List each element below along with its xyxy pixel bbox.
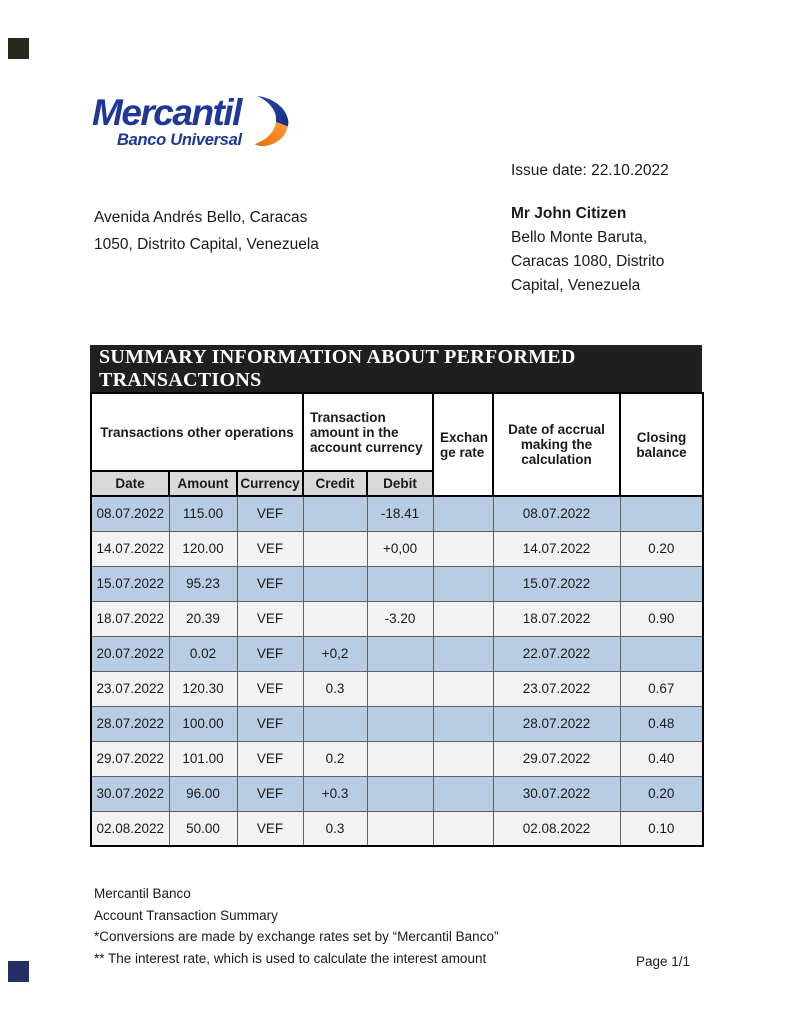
cell-currency: VEF xyxy=(237,811,303,846)
cell-currency: VEF xyxy=(237,496,303,531)
cell-closing: 0.20 xyxy=(620,776,703,811)
footer-note-interest: ** The interest rate, which is used to calculate the interest amount xyxy=(94,950,487,966)
cell-accrual: 14.07.2022 xyxy=(493,531,620,566)
cell-date: 30.07.2022 xyxy=(91,776,169,811)
cell-amount: 120.30 xyxy=(169,671,237,706)
footer-notes xyxy=(94,883,498,969)
recipient-name: Mr John Citizen xyxy=(511,205,627,222)
bank-address-line2: 1050, Distrito Capital, Venezuela xyxy=(94,236,319,253)
recipient-line2: Caracas 1080, Distrito xyxy=(511,253,665,270)
cell-exchange xyxy=(433,776,493,811)
recipient-address xyxy=(511,202,664,298)
cell-credit: 0.3 xyxy=(303,671,367,706)
cell-closing: 0.90 xyxy=(620,601,703,636)
cell-closing: 0.67 xyxy=(620,671,703,706)
cell-date: 23.07.2022 xyxy=(91,671,169,706)
cell-accrual: 02.08.2022 xyxy=(493,811,620,846)
cell-credit xyxy=(303,601,367,636)
cell-currency: VEF xyxy=(237,671,303,706)
cell-closing: 0.20 xyxy=(620,531,703,566)
issue-date: Issue date: 22.10.2022 xyxy=(511,162,669,179)
cell-debit xyxy=(367,811,433,846)
logo-subtitle: Banco Universal xyxy=(117,131,242,149)
cell-currency: VEF xyxy=(237,636,303,671)
cell-exchange xyxy=(433,636,493,671)
cell-currency: VEF xyxy=(237,531,303,566)
cell-currency: VEF xyxy=(237,776,303,811)
cell-amount: 115.00 xyxy=(169,496,237,531)
table-title: SUMMARY INFORMATION ABOUT PERFORMED TRANSACTIONS xyxy=(90,345,702,392)
table-row xyxy=(91,531,703,566)
cell-currency: VEF xyxy=(237,601,303,636)
corner-mark-top xyxy=(8,38,29,59)
bank-address-line1: Avenida Andrés Bello, Caracas xyxy=(94,209,308,226)
subheader-amount: Amount xyxy=(169,471,237,496)
cell-date: 02.08.2022 xyxy=(91,811,169,846)
cell-debit: -3.20 xyxy=(367,601,433,636)
footer-note-conversions: *Conversions are made by exchange rates set by “Mercantil Banco” xyxy=(94,929,499,944)
cell-debit xyxy=(367,636,433,671)
subheader-debit: Debit xyxy=(367,471,433,496)
cell-amount: 100.00 xyxy=(169,706,237,741)
col-group-transactions: Transactions other operations xyxy=(91,393,303,471)
cell-credit: +0.3 xyxy=(303,776,367,811)
bank-address xyxy=(94,204,319,258)
cell-exchange xyxy=(433,531,493,566)
col-header-exchange-rate: Exchan ge rate xyxy=(433,393,493,496)
cell-amount: 50.00 xyxy=(169,811,237,846)
cell-date: 29.07.2022 xyxy=(91,741,169,776)
cell-debit xyxy=(367,566,433,601)
cell-date: 18.07.2022 xyxy=(91,601,169,636)
cell-accrual: 30.07.2022 xyxy=(493,776,620,811)
cell-closing: 0.40 xyxy=(620,741,703,776)
cell-amount: 120.00 xyxy=(169,531,237,566)
table-row xyxy=(91,671,703,706)
bank-logo xyxy=(92,94,302,150)
cell-debit: -18.41 xyxy=(367,496,433,531)
cell-closing xyxy=(620,636,703,671)
transactions-table xyxy=(90,392,704,847)
col-group-account-currency-amount: Transaction amount in the account currency xyxy=(303,393,433,471)
cell-debit xyxy=(367,741,433,776)
cell-credit: +0,2 xyxy=(303,636,367,671)
cell-accrual: 15.07.2022 xyxy=(493,566,620,601)
subheader-credit: Credit xyxy=(303,471,367,496)
table-row xyxy=(91,776,703,811)
subheader-currency: Currency xyxy=(237,471,303,496)
cell-amount: 95.23 xyxy=(169,566,237,601)
col-header-closing-balance: Closing balance xyxy=(620,393,703,496)
cell-amount: 0.02 xyxy=(169,636,237,671)
cell-date: 14.07.2022 xyxy=(91,531,169,566)
cell-accrual: 23.07.2022 xyxy=(493,671,620,706)
cell-accrual: 08.07.2022 xyxy=(493,496,620,531)
footer-bank-name: Mercantil Banco xyxy=(94,886,191,901)
cell-closing xyxy=(620,566,703,601)
col-header-accrual-date: Date of accrual making the calculation xyxy=(493,393,620,496)
cell-exchange xyxy=(433,601,493,636)
subheader-date: Date xyxy=(91,471,169,496)
cell-exchange xyxy=(433,496,493,531)
page-number: Page 1/1 xyxy=(636,954,691,969)
table-row xyxy=(91,566,703,601)
cell-accrual: 29.07.2022 xyxy=(493,741,620,776)
cell-credit xyxy=(303,706,367,741)
cell-accrual: 28.07.2022 xyxy=(493,706,620,741)
cell-exchange xyxy=(433,671,493,706)
cell-date: 28.07.2022 xyxy=(91,706,169,741)
cell-accrual: 18.07.2022 xyxy=(493,601,620,636)
cell-currency: VEF xyxy=(237,741,303,776)
cell-exchange xyxy=(433,811,493,846)
cell-credit: 0.2 xyxy=(303,741,367,776)
table-row xyxy=(91,496,703,531)
cell-debit xyxy=(367,776,433,811)
cell-credit xyxy=(303,496,367,531)
cell-currency: VEF xyxy=(237,706,303,741)
cell-closing: 0.48 xyxy=(620,706,703,741)
cell-exchange xyxy=(433,741,493,776)
cell-exchange xyxy=(433,706,493,741)
footer-doc-title: Account Transaction Summary xyxy=(94,907,278,923)
table-row xyxy=(91,636,703,671)
recipient-line3: Capital, Venezuela xyxy=(511,277,641,294)
mercantil-crescent-icon xyxy=(249,96,292,146)
recipient-line1: Bello Monte Baruta, xyxy=(511,229,648,246)
cell-date: 15.07.2022 xyxy=(91,566,169,601)
cell-currency: VEF xyxy=(237,566,303,601)
cell-closing: 0.10 xyxy=(620,811,703,846)
table-row xyxy=(91,706,703,741)
table-row xyxy=(91,741,703,776)
cell-credit: 0.3 xyxy=(303,811,367,846)
cell-date: 20.07.2022 xyxy=(91,636,169,671)
cell-debit xyxy=(367,671,433,706)
logo-wordmark: Mercantil xyxy=(92,92,241,133)
cell-debit: +0,00 xyxy=(367,531,433,566)
cell-exchange xyxy=(433,566,493,601)
cell-amount: 20.39 xyxy=(169,601,237,636)
table-row xyxy=(91,811,703,846)
cell-debit xyxy=(367,706,433,741)
cell-accrual: 22.07.2022 xyxy=(493,636,620,671)
corner-mark-bottom xyxy=(8,961,29,982)
cell-date: 08.07.2022 xyxy=(91,496,169,531)
cell-credit xyxy=(303,566,367,601)
table-row xyxy=(91,601,703,636)
cell-credit xyxy=(303,531,367,566)
transactions-body xyxy=(91,496,703,846)
cell-closing xyxy=(620,496,703,531)
cell-amount: 96.00 xyxy=(169,776,237,811)
transactions-section xyxy=(90,345,702,847)
cell-amount: 101.00 xyxy=(169,741,237,776)
